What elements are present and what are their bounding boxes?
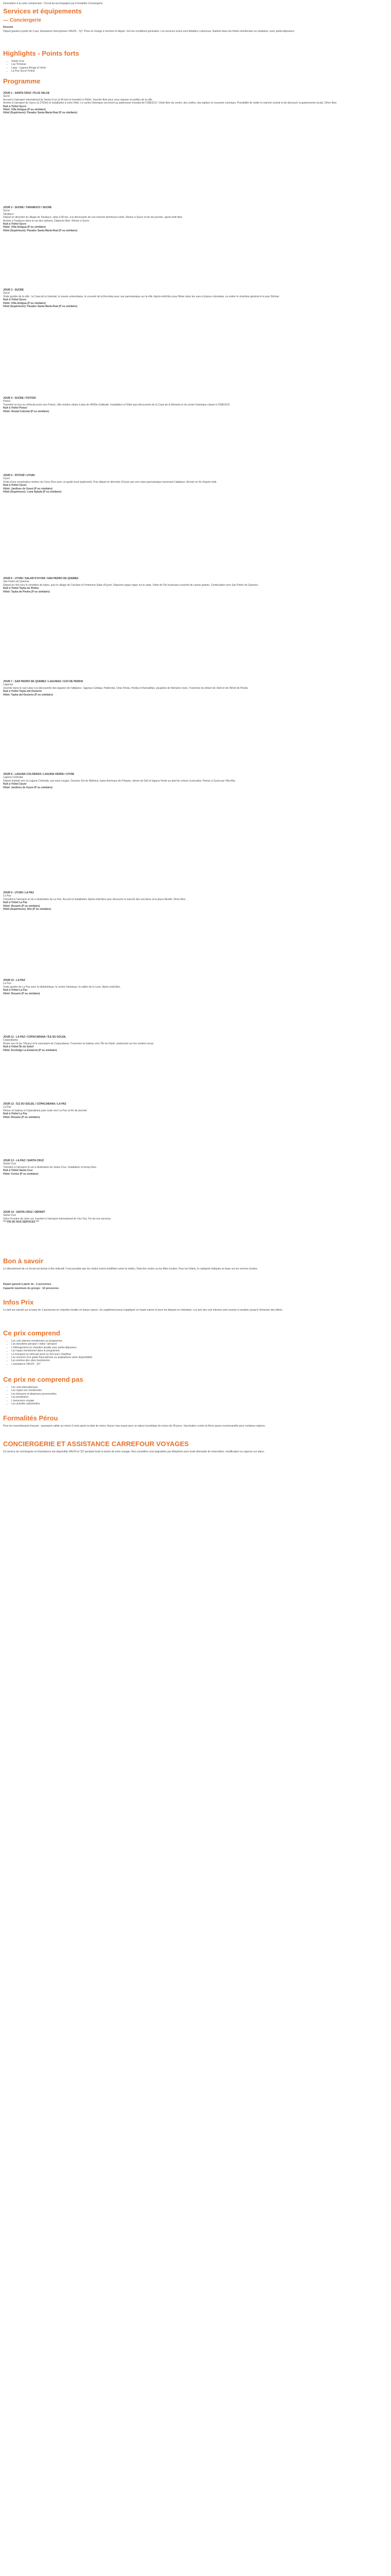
inclus-list [7, 1340, 388, 1366]
day-title: JOUR 4 - SUCRE / POTOSÍ [3, 397, 36, 400]
day-block-9 [3, 891, 389, 911]
inclus-item: • Les repas mentionnés dans le programme [11, 1349, 388, 1352]
services-item-0: Résumé [3, 26, 13, 29]
day-title: JOUR 6 - UYUNI / SALAR D'UYUNI / SAN PEDRO DE QUEMEZ [3, 577, 79, 580]
services-title: Services et équipements [3, 7, 82, 15]
intro-text: Description à la carte comprenant : Circuit tel accompagné par Formalités Conciergerie [3, 2, 103, 5]
day-body: Laguna Colorada Départ matinal vers la Laguna Colorada, aux eaux rouges. Geysers Sol de Mañana, bains thermaux de Polques, désert de Dalí et laguna Verde au pied du volcan Licancabur. Retour à Uyuni par Villa Mar. [3, 776, 236, 783]
day-hotel: Nuit à l'hôtel Tayka de Piedra Hôtel: Tayka de Piedra (P ou similaire) [3, 587, 50, 594]
day-block-4 [3, 397, 389, 413]
inclus-item: • Le transport en véhicule privé ou 4x4 avec chauffeur [11, 1353, 388, 1356]
day-title: JOUR 2 - SUCRE / TARABUCO / SUCRE [3, 206, 52, 209]
day-body: Sucre Accueil à l'aéroport international de Santa Cruz (à 45 km) et transfert à l'hôtel. Journée libre pour vous reposer et profiter de la ville. Arrivée à l'aéroport de Sucre (à 2750m) et installation à votre hôtel. Le centre historique est inscrit au patrimoine mondial de l'UNESCO. Visite libre du centre, des ruelles, des églises et couvents coloniaux. Possibilité de visiter le marché central et de découvrir la gastronomie locale. Dîner libre. [3, 95, 337, 105]
highlight-item: • La Paz Sucre Potosí [11, 70, 46, 73]
day-block-12 [3, 1103, 389, 1119]
day-title: JOUR 8 - LAGUNA COLORADA / LAGUNA VERDE / UYUNI [3, 773, 74, 776]
day-title: JOUR 5 - POTOSÍ / UYUNI [3, 474, 35, 477]
day-body: Potosí Transfert en bus ou véhicule privé vers Potosí, ville minière située à plus de 4000m d'altitude. Installation à l'hôtel puis découverte de la Casa de la Moneda et du centre historique classé à l'UNESCO. [3, 400, 231, 406]
day-title: JOUR 14 - SANTA CRUZ / DÉPART [3, 1211, 45, 1214]
highlights-title: Highlights - Points forts [3, 49, 79, 57]
day-title: JOUR 13 - LA PAZ / SANTA CRUZ [3, 1159, 44, 1162]
day-body: San Pedro de Quemez Départ en 4x4 vers le cimetière de trains, puis le village de Colchani et l'immense Salar d'Uyuni. Déjeuner pique-nique sur le salar. Visite de l'île Incahuasi couverte de cactus géants. Continuation vers San Pedro de Quemez. [3, 580, 259, 587]
exclus-item: • Les repas non mentionnés [11, 1389, 388, 1392]
day-title: JOUR 1 - SANTA CRUZ / PLUS VALUE [3, 92, 50, 95]
day-hotel: Nuit à l'hôtel Potosí Hôtel: Hostal Colonial (P ou similaire) [3, 406, 50, 413]
day-block-10 [3, 979, 389, 995]
day-block-8 [3, 773, 389, 789]
day-hotel: Nuit à l'hôtel Santa Cruz Hôtel: Cortez (P ou similaire) [3, 1169, 39, 1176]
inclus-item: • Les transferts aéroport / hôtel / aéroport [11, 1343, 388, 1346]
formalites-text: Pour les ressortissants français : passeport valide au moins 6 mois après la date de retour. Aucun visa requis pour un séjour touristique de moins de 90 jours. Vaccination contre la fièvre jaune recommandée pour certaines régions. [3, 1425, 266, 1428]
day-hotel: Nuit à l'hôtel La Paz Hôtel: Rosario (P ou similaire) [3, 989, 40, 995]
inclus-item: • Les entrées des sites mentionnés [11, 1359, 388, 1362]
exclus-item: • Les activités optionnelles [11, 1402, 388, 1405]
day-title: JOUR 9 - UYUNI / LA PAZ [3, 891, 34, 894]
day-title: JOUR 3 - SUCRE [3, 289, 24, 292]
bonasavoir-title: Bon à savoir [3, 1257, 44, 1265]
day-body: La Paz Visite guidée de La Paz avec le téléphérique, le centre historique, la vallée de la Lune. Après-midi libre. [3, 982, 121, 989]
day-block-6 [3, 577, 389, 594]
day-hotel: Nuit à l'hôtel Île du Soleil Hôtel: Ecolodge La Estancia (P ou similaire) [3, 1045, 57, 1052]
day-body: Copacabana Route vers le lac Titicaca et le sanctuaire de Copacabana. Traversée en bateau vers l'Île du Soleil, randonnée sur les sentiers incas. [3, 1039, 154, 1045]
day-hotel: Nuit à l'hôtel Uyuni Hôtel: Jardines de Uyuni (P ou similaire) Hôtel (Supérieure): Luna Salada (P ou similaire) [3, 484, 61, 494]
day-hotel: Nuit à l'hôtel Sucre Hôtel: Villa Antigua (P ou similaire) Hôtel (Supérieure): Parador Santa María Real (P ou similaire) [3, 105, 77, 115]
day-hotel: Nuit à l'hôtel La Paz Hôtel: Rosario (P ou similaire) [3, 1112, 40, 1119]
services-item-1: Départ garanti à partir de 2 pax. Assistance francophone 24h/24 - 7j/7. Prise en charge à l'arrivée et départ. Voir les conditions générales. Les services inclus sont détaillés ci-dessous. Nuitées dans les hôtels mentionnés ou similaires, avec petits-déjeuners. [3, 30, 295, 33]
day-hotel: Nuit à l'hôtel Sucre Hôtel: Villa Antigua (P ou similaire) Hôtel (Supérieure): Parador Santa María Real (P ou similaire) [3, 223, 77, 232]
day-block-5 [3, 474, 389, 494]
exclus-item: • Les vols internationaux [11, 1386, 388, 1389]
highlights-list [11, 60, 46, 73]
day-block-11 [3, 1036, 389, 1052]
day-hotel: *** FIN DE NOS SERVICES *** [3, 1221, 39, 1224]
inclus-title: Ce prix comprend [3, 1329, 60, 1337]
day-body: Uyuni Visite d'une coopérative minière du Cerro Rico avec un guide local (optionnel). Puis départ en direction d'Uyuni par une route panoramique traversant l'altiplano. Arrivée en fin d'après-midi. [3, 477, 217, 484]
day-block-1 [3, 92, 389, 115]
day-body: La Paz Retour en bateau à Copacabana puis route vers La Paz en fin de journée. [3, 1106, 88, 1112]
day-body: La Paz Transfert à l'aéroport et vol à destination de La Paz. Accueil et installation. Après-midi libre pour découvrir le marché des sorcières et la place Murillo. Dîner libre. [3, 894, 186, 901]
inclus-item: • Les services d'un guide francophone ou anglophone selon disponibilité [11, 1356, 388, 1359]
day-block-2 [3, 206, 389, 232]
programme-title: Programme [3, 77, 41, 85]
day-title: JOUR 11 - LA PAZ / COPACABANA / ÎLE DU SOLEIL [3, 1036, 67, 1039]
day-block-3 [3, 289, 389, 308]
exclus-title: Ce prix ne comprend pas [3, 1376, 84, 1383]
day-block-14 [3, 1211, 389, 1224]
day-block-13 [3, 1159, 389, 1176]
day-body: Lagunas Journée dans le sud Lípez à la découverte des lagunes de l'altiplano : lagunas Cañapa, Hedionda, Chiar Khota, Honda et Ramaditas, peuplées de flamants roses. Traversée du désert de Siloli et de l'Arbol de Piedra. [3, 683, 249, 690]
services-subtitle: — Conciergerie [3, 18, 41, 23]
infos-text: Le tarif est calculé sur la base de 2 personnes en chambre double en basse saison. Un supplément peut s'appliquer en haute saison et pour les départs en individuel. Les prix des vols internes sont soumis à variation jusqu'à l'émission des billets. [3, 1309, 283, 1312]
exclus-item: • Les pourboires [11, 1396, 388, 1399]
day-hotel: Nuit à l'hôtel La Paz Hôtel: Rosario (P ou similaire) Hôtel (Supérieure): Atix (P ou similaire) [3, 901, 51, 911]
day-body: Sucre Visite guidée de la ville : la Casa de la Libertad, le musée universitaire, le couvent de la Recoleta avec vue panoramique sur la ville. Après-midi libre pour flâner dans les rues et places coloniales, ou visiter le cimetière général et le parc Bolívar. [3, 292, 280, 298]
conciergerie-title: CONCIERGERIE ET ASSISTANCE CARREFOUR VOYAGES [3, 1440, 189, 1448]
bonasavoir-text: Le déroulement de ce circuit est donné à titre indicatif. Il est possible que les visites soient modifiées selon la météo, l'état des routes ou les fêtes locales. Pour les hôtels, la catégorie indiquée se base sur les normes locales. [3, 1267, 258, 1270]
inclus-item: • L'hébergement en chambre double avec petits-déjeuners [11, 1346, 388, 1349]
day-body: Santa Cruz Transfert à l'aéroport et vol à destination de Santa Cruz. Installation et temps libre. [3, 1162, 97, 1169]
infos-title: Infos Prix [3, 1298, 34, 1306]
inclus-item: • L'assistance 24h/24 - 7j/7 [11, 1363, 388, 1366]
day-body: Santa Cruz Selon l'horaire de votre vol, transfert à l'aéroport international de Viru Viru. Fin de nos services. [3, 1214, 111, 1221]
group-capacity: Capacité maximum du groupe : 10 personnes [3, 1287, 59, 1290]
day-hotel: Nuit à l'hôtel Sucre Hôtel: Villa Antigua (P ou similaire) Hôtel (Supérieure): Parador Santa María Real (P ou similaire) [3, 298, 77, 309]
exclus-item: • L'assurance voyage [11, 1399, 388, 1402]
day-body: Sucre Tarabuco Départ en direction du village de Tarabuco, situé à 65 km, à la découverte de son marché dominical coloré. Retour à Sucre en fin de journée, après-midi libre. Arrivée à Tarabuco dans la rue des artisans. Déjeuner libre. Retour à Sucre. [3, 209, 183, 223]
formalites-title: Formalités Pérou [3, 1414, 58, 1422]
inclus-item: • Les vols internes mentionnés au programme [11, 1340, 388, 1343]
day-title: JOUR 12 - ÎLE DU SOLEIL / COPACABANA / LA PAZ [3, 1103, 67, 1106]
highlight-item: • Lapa - Laguna Rouge et Verte [11, 66, 46, 70]
day-title: JOUR 10 - LA PAZ [3, 979, 25, 982]
highlight-item: • Las Tirhanas [11, 63, 46, 66]
day-title: JOUR 7 - SAN PEDRO DE QUEMEZ / LAGUNAS / OJO DE PERDIZ [3, 680, 84, 683]
exclus-list [7, 1386, 388, 1405]
day-hotel: Nuit à l'hôtel Tayka del Desierto Hôtel: Tayka del Desierto (P ou similaire) [3, 690, 53, 697]
conciergerie-text: Un service de conciergerie et d'assistance est disponible 24h/24 et 7j/7 pendant toute la durée de votre voyage. Nos conseillers sont joignables par téléphone pour toute demande de réservation, modification ou urgence sur place. [3, 1450, 265, 1453]
price-minimum: Départ garanti à partir de : 2 personnes [3, 1283, 52, 1286]
highlight-item: • Santa Cruz [11, 60, 46, 63]
day-block-7 [3, 680, 389, 697]
exclus-item: • Les boissons et dépenses personnelles [11, 1393, 388, 1396]
day-hotel: Nuit à l'hôtel Uyuni Hôtel: Jardines de Uyuni (P ou similaire) [3, 783, 53, 789]
